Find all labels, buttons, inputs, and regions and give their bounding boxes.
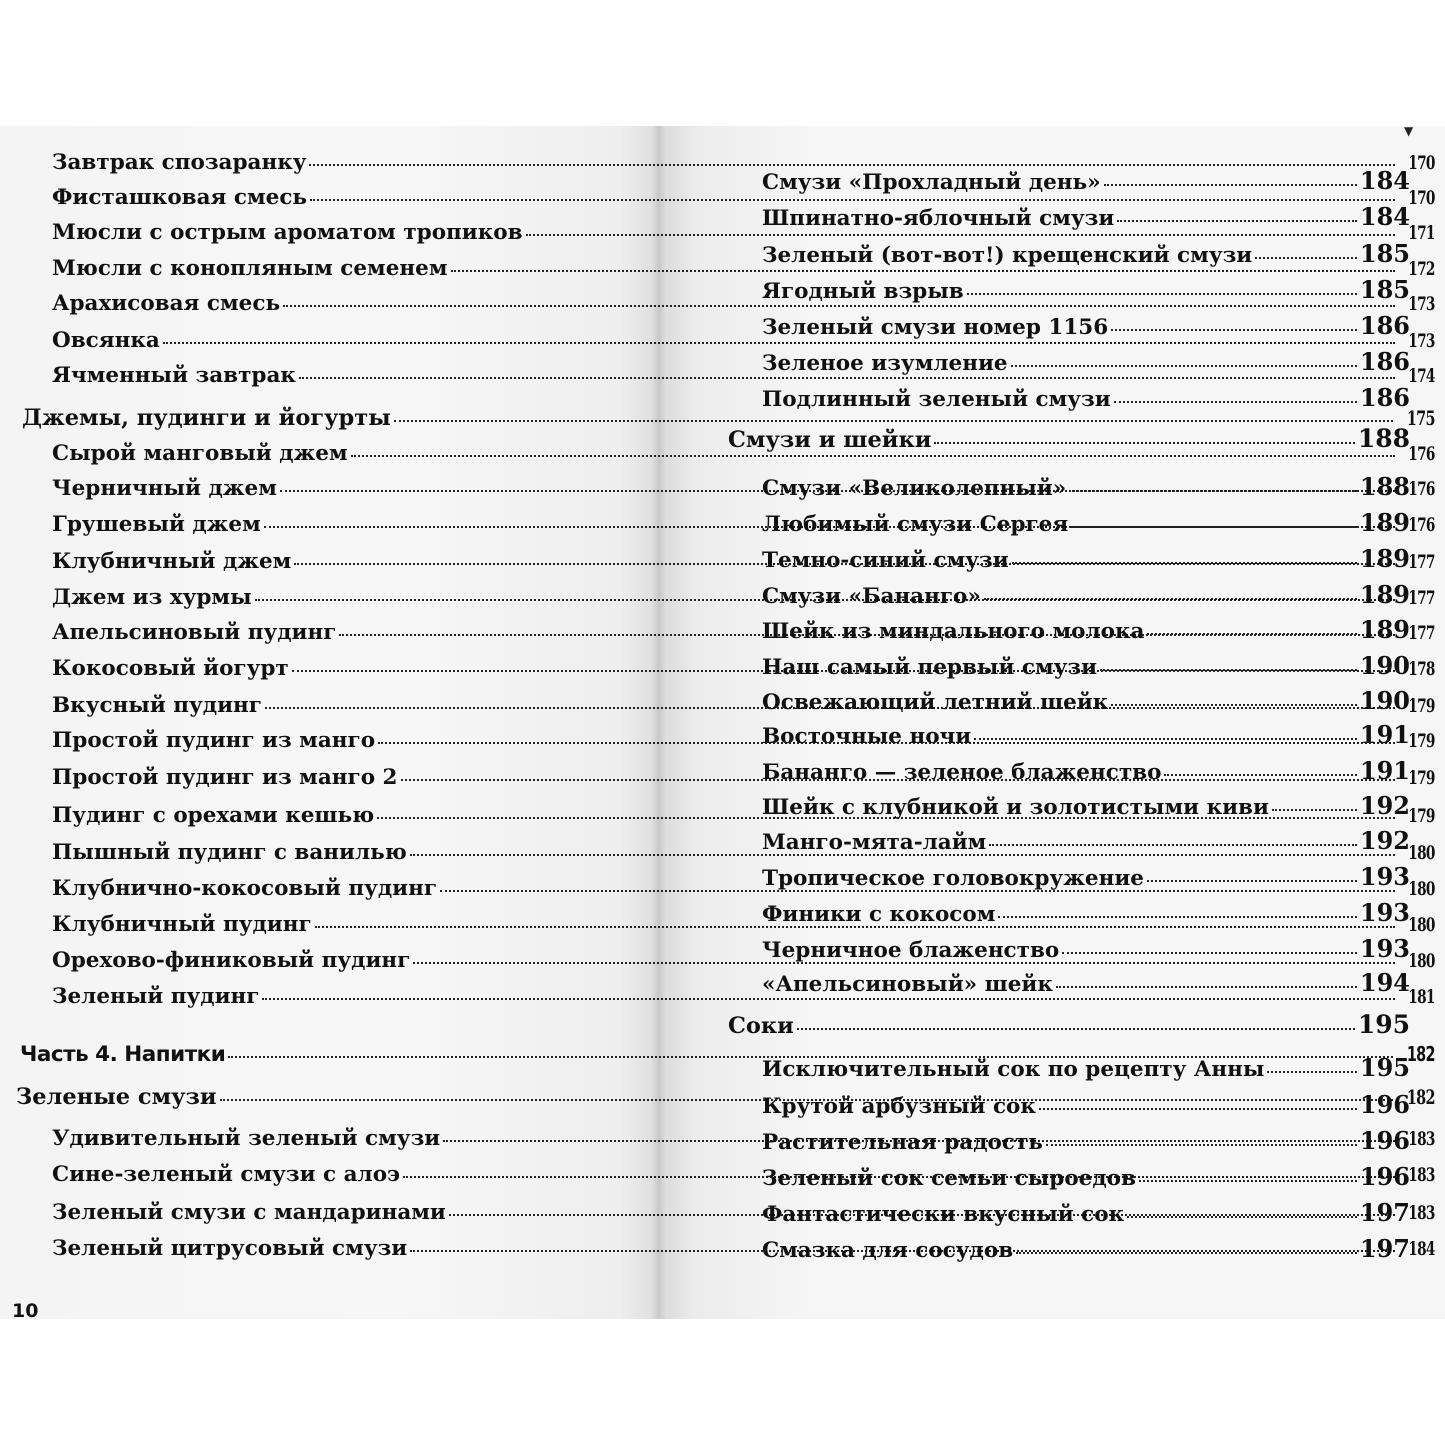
dot-leader: [1255, 257, 1357, 259]
toc-entry-title: Джем из хурмы: [52, 585, 252, 610]
toc-entry-page-number: 180: [1408, 950, 1435, 972]
toc-right-entry: [762, 1090, 1410, 1119]
toc-entry-page-number: 179: [1408, 767, 1435, 789]
toc-entry-page-number: 171: [1408, 222, 1435, 244]
toc-entry-title: Зеленый (вот-вот!) крещенский смузи: [762, 243, 1253, 268]
toc-entry-page-number: 195: [1357, 1010, 1410, 1039]
dot-leader: [1127, 1216, 1357, 1218]
dot-leader: [967, 293, 1357, 295]
toc-entry-title: Соки: [728, 1013, 794, 1039]
toc-right-entry: [762, 826, 1410, 855]
toc-entry-page-number: 181: [1408, 986, 1435, 1008]
dot-leader: [1267, 1071, 1356, 1073]
dot-leader: [1111, 329, 1357, 331]
toc-right-entry: [762, 347, 1410, 376]
dot-leader: [1272, 809, 1357, 811]
toc-entry-title: Пудинг с орехами кешью: [52, 803, 375, 828]
dot-leader: [394, 420, 1393, 422]
dot-leader: [1117, 220, 1357, 222]
dot-leader: [1056, 986, 1357, 988]
toc-entry-page-number: 196: [1359, 1090, 1410, 1119]
toc-entry-page-number: 177: [1408, 551, 1435, 573]
toc-right-entry: [762, 686, 1410, 715]
toc-entry-title: Смузи «Прохладный день»: [762, 170, 1101, 195]
toc-entry-title: Подлинный зеленый смузи: [762, 387, 1111, 412]
toc-entry-page-number: 179: [1408, 805, 1435, 827]
dot-leader: [262, 998, 1395, 1000]
dot-leader: [1147, 880, 1357, 882]
toc-entry-page-number: 188: [1357, 424, 1410, 453]
toc-right-entry: [762, 934, 1410, 963]
toc-entry-title: Тропическое головокружение: [762, 866, 1144, 891]
toc-right-entry: [762, 1162, 1410, 1191]
toc-right-entry: [762, 720, 1410, 749]
toc-entry-title: Орехово-финиковый пудинг: [52, 948, 411, 973]
toc-right-entry: [762, 239, 1410, 268]
toc-right-entry: [762, 580, 1410, 609]
toc-right-section-heading: [728, 424, 1410, 453]
toc-entry-title: Ячменный завтрак: [52, 363, 296, 388]
dot-leader: [974, 738, 1357, 740]
dot-leader: [283, 305, 1395, 307]
toc-right-entry: [762, 275, 1410, 304]
dot-leader: [451, 270, 1396, 272]
toc-entry-page-number: 197: [1359, 1198, 1410, 1227]
toc-entry-title: Мюсли с острым ароматом тропиков: [52, 220, 523, 245]
dot-leader: [351, 455, 1396, 457]
toc-entry-page-number: 196: [1359, 1126, 1410, 1155]
toc-entry-title: Финики с кокосом: [762, 902, 996, 927]
toc-right-entry: [762, 544, 1410, 573]
toc-entry-page-number: 189: [1359, 508, 1410, 537]
toc-entry-page-number: 189: [1359, 580, 1410, 609]
toc-entry-title: Вкусный пудинг: [52, 693, 262, 718]
toc-entry-page-number: 179: [1408, 730, 1435, 752]
toc-entry-title: Черничное блаженство: [762, 938, 1060, 963]
dot-leader: [984, 598, 1357, 600]
toc-entry-page-number: 173: [1408, 330, 1435, 352]
toc-right-entry: [762, 791, 1410, 820]
toc-entry-page-number: 170: [1408, 152, 1435, 174]
dot-leader: [1100, 669, 1357, 671]
dot-leader: [1069, 490, 1357, 492]
toc-entry-page-number: 190: [1359, 686, 1410, 715]
toc-entry-title: Шпинатно-яблочный смузи: [762, 206, 1115, 231]
toc-entry-page-number: 194: [1359, 968, 1410, 997]
toc-right-entry: [762, 651, 1410, 680]
toc-entry-page-number: 193: [1359, 862, 1410, 891]
toc-entry-page-number: 173: [1408, 293, 1435, 315]
toc-entry-title: Восточные ночи: [762, 724, 972, 749]
toc-entry-title: Любимый смузи Сергея: [762, 512, 1069, 537]
toc-entry-title: Зеленые смузи: [16, 1084, 217, 1110]
toc-entry-title: Крутой арбузный сок: [762, 1094, 1036, 1119]
dot-leader: [1104, 184, 1357, 186]
toc-entry-title: Смузи «Великолепный»: [762, 476, 1067, 501]
toc-entry-title: Ягодный взрыв: [762, 279, 964, 304]
toc-entry-title: Простой пудинг из манго 2: [52, 765, 398, 790]
toc-right-entry: [762, 615, 1410, 644]
toc-right-entry: [762, 862, 1410, 891]
toc-entry-page-number: 193: [1359, 934, 1410, 963]
toc-entry-page-number: 179: [1408, 695, 1435, 717]
toc-entry-title: Часть 4. Напитки: [20, 1042, 226, 1067]
dot-leader: [163, 342, 1395, 344]
toc-entry-title: Овсянка: [52, 328, 160, 353]
toc-entry-title: Смазка для сосудов: [762, 1238, 1014, 1263]
toc-entry-title: Зеленый цитрусовый смузи: [52, 1236, 408, 1261]
toc-entry-title: Зеленый пудинг: [52, 984, 260, 1009]
toc-entry-title: Грушевый джем: [52, 512, 261, 537]
dot-leader: [310, 199, 1395, 201]
toc-entry-title: Растительная радость: [762, 1130, 1043, 1155]
toc-entry-title: Джемы, пудинги и йогурты: [22, 405, 391, 431]
toc-entry-page-number: 174: [1408, 365, 1435, 387]
toc-entry-title: Зеленое изумление: [762, 351, 1008, 376]
toc-entry-title: Зеленый смузи с мандаринами: [52, 1200, 446, 1225]
toc-entry-page-number: 184: [1359, 202, 1410, 231]
toc-entry-title: Бананго — зеленое блаженство: [762, 760, 1162, 785]
dot-leader: [1039, 1108, 1357, 1110]
dot-leader: [1016, 1252, 1357, 1254]
toc-entry-page-number: 192: [1359, 826, 1410, 855]
toc-entry-page-number: 172: [1408, 258, 1435, 280]
toc-entry-page-number: 177: [1408, 587, 1435, 609]
toc-right-entry: [762, 898, 1410, 927]
toc-entry-page-number: 182: [1407, 1042, 1435, 1066]
toc-entry-title: Зеленый смузи номер 1156: [762, 315, 1109, 340]
toc-entry-title: Манго-мята-лайм: [762, 830, 987, 855]
toc-entry-page-number: 190: [1359, 651, 1410, 680]
toc-entry-page-number: 193: [1359, 898, 1410, 927]
toc-entry-title: Пышный пудинг с ванилью: [52, 840, 407, 865]
toc-entry-title: «Апельсиновый» шейк: [762, 972, 1053, 997]
toc-entry-page-number: 186: [1359, 383, 1410, 412]
toc-entry-page-number: 186: [1359, 347, 1410, 376]
dot-leader: [989, 844, 1357, 846]
toc-entry-page-number: 176: [1408, 514, 1435, 536]
toc-right-entry: [762, 1198, 1410, 1227]
dot-leader: [1139, 1180, 1357, 1182]
toc-entry-title: Темно-синий смузи: [762, 548, 1009, 573]
toc-entry-page-number: 176: [1408, 478, 1435, 500]
toc-entry-title: Фисташковая смесь: [52, 185, 308, 210]
toc-entry-page-number: 184: [1408, 1238, 1435, 1260]
toc-entry-title: Освежающий летний шейк: [762, 690, 1109, 715]
toc-entry-title: Кокосовый йогурт: [52, 656, 289, 681]
toc-entry-page-number: 183: [1408, 1164, 1435, 1186]
dot-leader: [797, 1028, 1355, 1030]
toc-entry-title: Смузи «Бананго»: [762, 584, 981, 609]
toc-entry-title: Черничный джем: [52, 476, 277, 501]
toc-entry-title: Сырой манговый джем: [52, 441, 348, 466]
dot-leader: [934, 442, 1354, 444]
toc-right-entry: [762, 968, 1410, 997]
toc-right-entry: [762, 202, 1410, 231]
dot-leader: [1147, 633, 1356, 635]
toc-entry-title: Зеленый сок семьи сыроедов: [762, 1166, 1136, 1191]
toc-right-entry: [762, 1234, 1410, 1263]
toc-right-entry: [762, 1126, 1410, 1155]
toc-entry-page-number: 189: [1359, 544, 1410, 573]
toc-entry-title: Мюсли с конопляным семенем: [52, 256, 448, 281]
toc-entry-title: Сине-зеленый смузи с алоэ: [52, 1162, 401, 1187]
dot-leader: [1062, 952, 1357, 954]
toc-entry-title: Шейк из миндального молока: [762, 619, 1145, 644]
toc-entry-title: Исключительный сок по рецепту Анны: [762, 1057, 1265, 1082]
toc-right-section-heading: [728, 1010, 1410, 1039]
toc-entry-title: Клубнично-кокосовый пудинг: [52, 876, 438, 901]
toc-entry-page-number: 183: [1408, 1202, 1435, 1224]
toc-entry-page-number: 191: [1359, 756, 1410, 785]
toc-entry-title: Наш самый первый смузи: [762, 655, 1098, 680]
toc-entry-title: Клубничный пудинг: [52, 912, 312, 937]
toc-entry-title: Удивительный зеленый смузи: [52, 1126, 441, 1151]
toc-right-entry: [762, 166, 1410, 195]
toc-entry-page-number: 180: [1408, 878, 1435, 900]
dot-leader: [1046, 1144, 1357, 1146]
dot-leader: [1011, 365, 1357, 367]
toc-entry-page-number: 196: [1359, 1162, 1410, 1191]
toc-entry-page-number: 186: [1359, 311, 1410, 340]
corner-mark-icon: ▼: [1404, 124, 1414, 138]
toc-entry-page-number: 195: [1359, 1053, 1410, 1082]
toc-entry-page-number: 182: [1407, 1085, 1435, 1109]
toc-entry-title: Смузи и шейки: [728, 427, 932, 453]
toc-entry-page-number: 184: [1359, 166, 1410, 195]
dot-leader: [1071, 526, 1357, 528]
page-number: 10: [12, 1300, 39, 1322]
toc-right-entry: [762, 756, 1410, 785]
dot-leader: [998, 916, 1356, 918]
toc-right-entry: [762, 383, 1410, 412]
toc-entry-page-number: 175: [1407, 406, 1435, 430]
toc-entry-page-number: 178: [1408, 658, 1435, 680]
dot-leader: [299, 377, 1395, 379]
dot-leader: [1111, 704, 1357, 706]
toc-entry-title: Фантастически вкусный сок: [762, 1202, 1125, 1227]
toc-entry-page-number: 180: [1408, 842, 1435, 864]
toc-right-entry: [762, 472, 1410, 501]
toc-entry-page-number: 188: [1359, 472, 1410, 501]
toc-right-entry: [762, 508, 1410, 537]
toc-entry-title: Шейк с клубникой и золотистыми киви: [762, 795, 1269, 820]
toc-entry-title: Завтрак спозаранку: [52, 150, 307, 175]
dot-leader: [1012, 562, 1357, 564]
toc-entry-page-number: 180: [1408, 914, 1435, 936]
toc-entry-page-number: 185: [1359, 239, 1410, 268]
toc-entry-page-number: 192: [1359, 791, 1410, 820]
toc-entry-page-number: 176: [1408, 443, 1435, 465]
dot-leader: [1164, 774, 1356, 776]
toc-entry-page-number: 191: [1359, 720, 1410, 749]
toc-entry-title: Апельсиновый пудинг: [52, 620, 337, 645]
dot-leader: [526, 234, 1396, 236]
dot-leader: [1114, 401, 1357, 403]
toc-entry-page-number: 197: [1359, 1234, 1410, 1263]
toc-entry-page-number: 170: [1408, 187, 1435, 209]
toc-entry-title: Простой пудинг из манго: [52, 728, 376, 753]
toc-entry-page-number: 177: [1408, 622, 1435, 644]
toc-entry-page-number: 183: [1408, 1128, 1435, 1150]
toc-right-entry: [762, 1053, 1410, 1082]
toc-entry-title: Арахисовая смесь: [52, 291, 281, 316]
toc-entry-page-number: 189: [1359, 615, 1410, 644]
toc-right-entry: [762, 311, 1410, 340]
toc-entry-page-number: 185: [1359, 275, 1410, 304]
toc-entry-title: Клубничный джем: [52, 549, 292, 574]
